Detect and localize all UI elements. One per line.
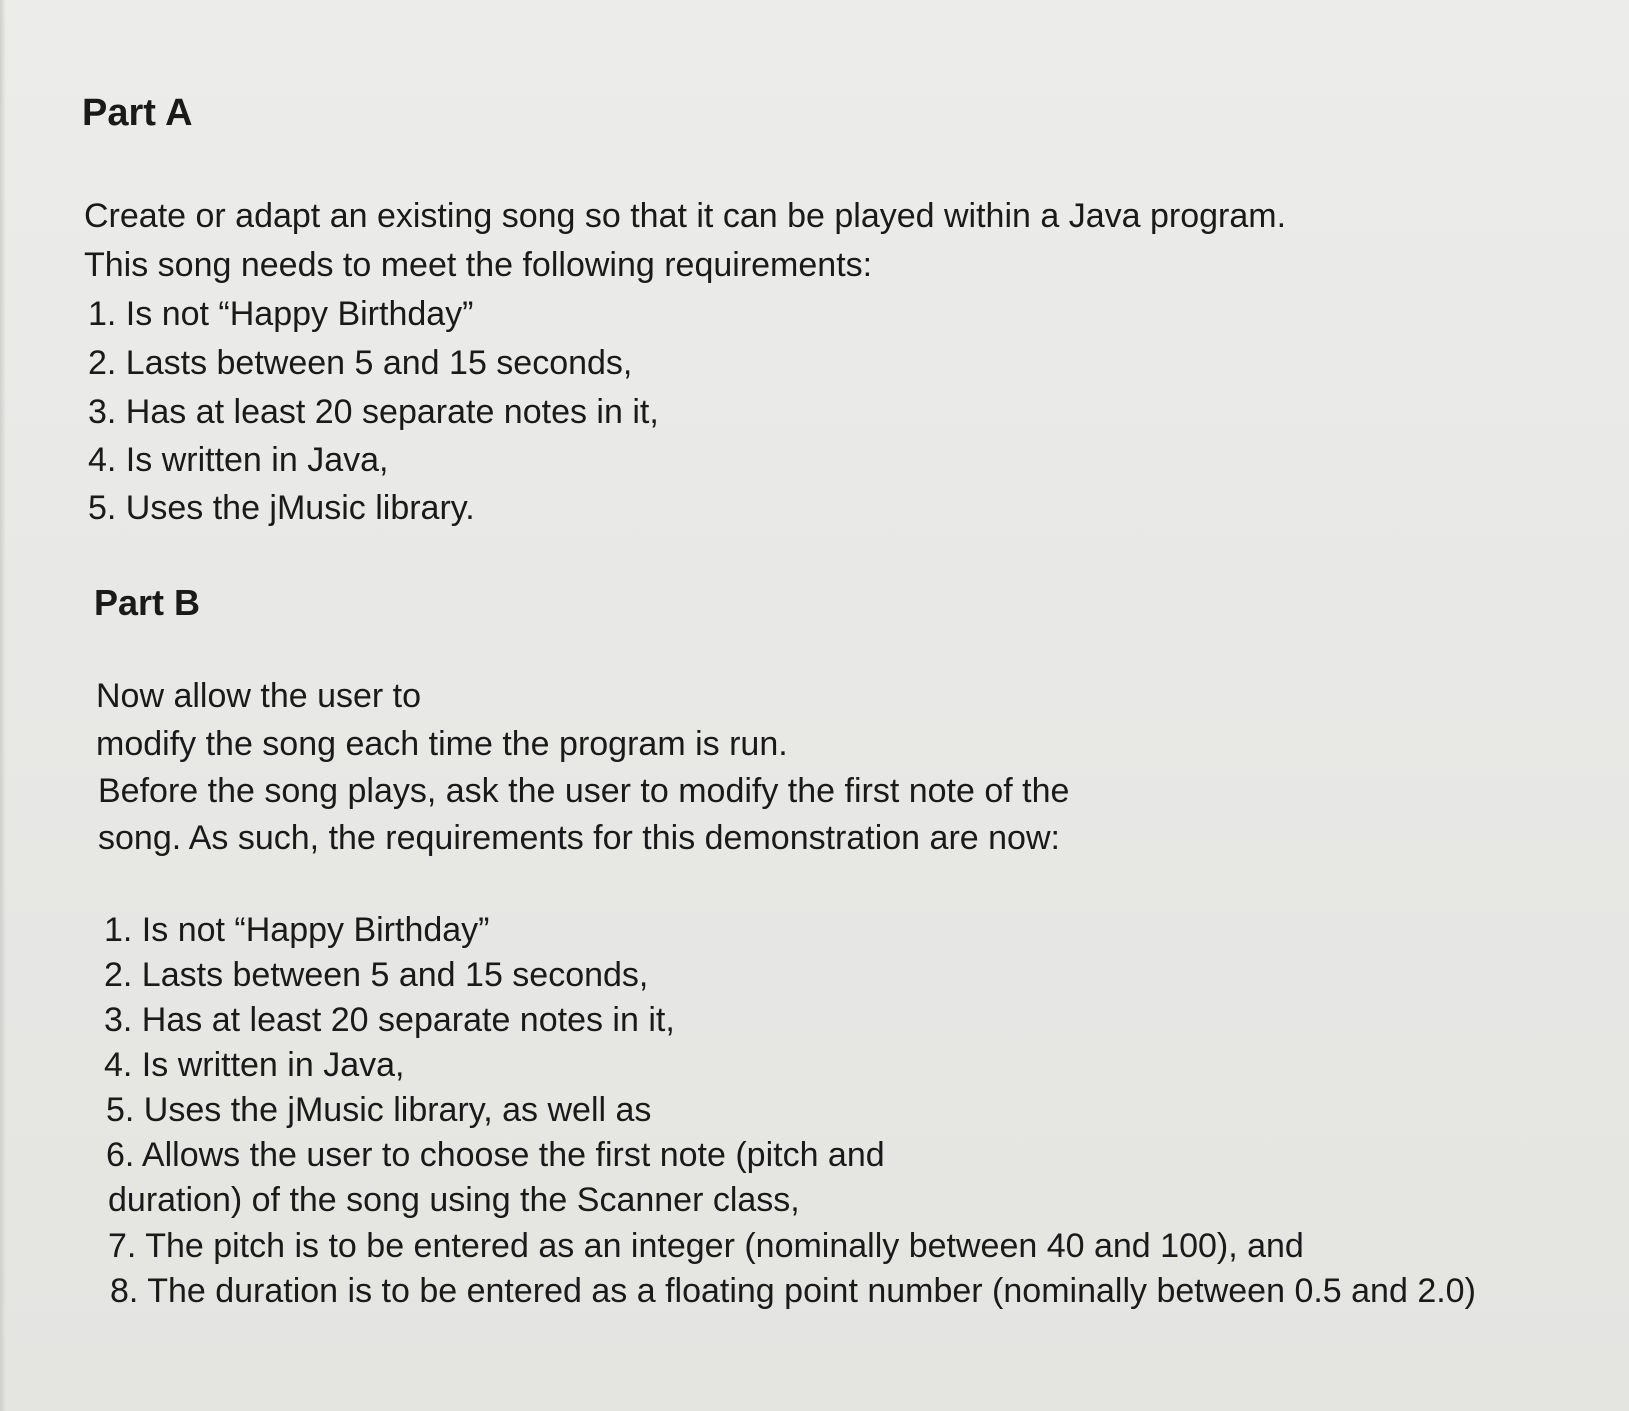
part-a-requirement-5: 5. Uses the jMusic library.	[88, 489, 475, 527]
part-b-intro-line-1: Now allow the user to	[96, 677, 422, 715]
part-b-requirement-5: 5. Uses the jMusic library, as well as	[106, 1091, 652, 1129]
part-b-intro-line-3: Before the song plays, ask the user to modify the first note of the	[98, 772, 1070, 810]
part-a-heading: Part A	[82, 92, 193, 134]
part-b-requirement-7: 7. The pitch is to be entered as an integer (nominally between 40 and 100), and	[108, 1227, 1304, 1265]
part-a-requirement-1: 1. Is not “Happy Birthday”	[88, 295, 474, 333]
part-a-intro-line-1: Create or adapt an existing song so that it can be played within a Java program.	[84, 197, 1287, 235]
page-edge-shadow	[0, 0, 6, 1411]
part-b-requirement-2: 2. Lasts between 5 and 15 seconds,	[104, 956, 649, 994]
part-a-requirement-3: 3. Has at least 20 separate notes in it,	[88, 393, 659, 431]
part-a-requirement-2: 2. Lasts between 5 and 15 seconds,	[88, 344, 633, 382]
part-b-requirement-1: 1. Is not “Happy Birthday”	[104, 911, 490, 949]
part-b-requirement-6: 6. Allows the user to choose the first note (pitch and	[106, 1136, 885, 1174]
part-b-requirement-8: 8. The duration is to be entered as a floating point number (nominally between 0.5 and 2.0)	[110, 1272, 1476, 1310]
part-b-heading: Part B	[94, 582, 201, 623]
part-b-intro-line-2: modify the song each time the program is run.	[96, 725, 788, 763]
part-b-intro-line-4: song. As such, the requirements for this demonstration are now:	[98, 819, 1060, 857]
part-b-requirement-6-continued: duration) of the song using the Scanner class,	[108, 1181, 800, 1219]
part-b-requirement-3: 3. Has at least 20 separate notes in it,	[104, 1001, 675, 1039]
part-b-requirement-4: 4. Is written in Java,	[104, 1046, 405, 1084]
part-a-intro-line-2: This song needs to meet the following requirements:	[84, 246, 873, 284]
part-a-requirement-4: 4. Is written in Java,	[88, 441, 389, 479]
